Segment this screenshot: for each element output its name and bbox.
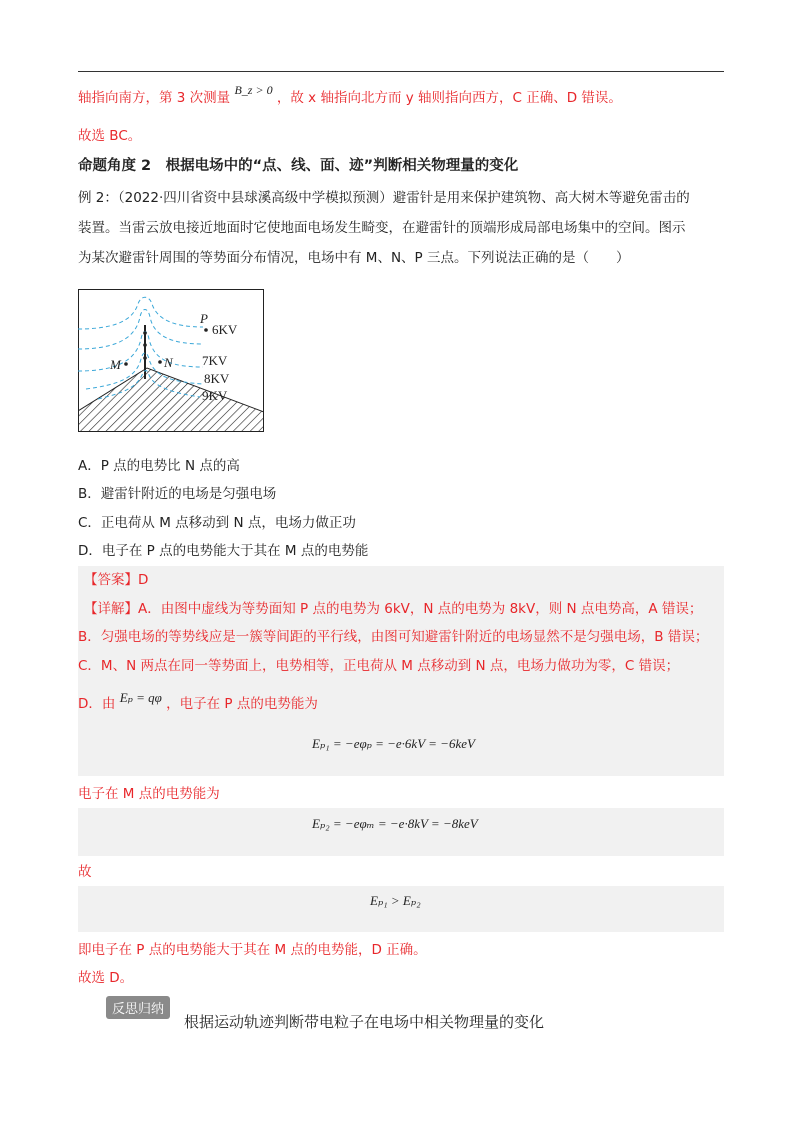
equation-ep2: Eₚ₂ = −eφₘ = −e·8kV = −8keV [312, 816, 478, 831]
text-ep-m: 电子在 M 点的电势能为 [78, 786, 220, 802]
detail-c: C．M、N 两点在同一等势面上，电势相等，正电荷从 M 点移动到 N 点，电场力做功为零，C 错误； [78, 658, 680, 674]
detail-d-pre: D．由 [78, 696, 116, 712]
detail-a: 【详解】A．由图中虚线为等势面知 P 点的电势为 6kV，N 点的电势为 8kV，则 N 点电势高，A 错误； [84, 601, 703, 617]
detail-b: B．匀强电场的等势线应是一簇等间距的平行线，由图可知避雷针附近的电场显然不是匀强电场，B 错误； [78, 629, 709, 645]
detail-d-line [78, 690, 318, 714]
option-d: D．电子在 P 点的电势能大于其在 M 点的电势能 [78, 543, 369, 559]
equation-compare: Eₚ₁ > Eₚ₂ [370, 893, 421, 908]
label-8kv: 8KV [204, 371, 230, 386]
option-b: B．避雷针附近的电场是匀强电场 [78, 486, 277, 502]
label-6kv: 6KV [212, 322, 238, 337]
answer-label: 【答案】D [84, 572, 149, 588]
prev-answer-text-2: ，故 x 轴指向北方而 y 轴则指向西方，C 正确、D 错误。 [276, 90, 622, 106]
reflect-title: 根据运动轨迹判断带电粒子在电场中相关物理量的变化 [184, 1013, 545, 1031]
label-m: M [110, 357, 121, 372]
bz-formula: B_z > 0 [234, 83, 273, 97]
reflect-tag: 反思归纳 [106, 996, 170, 1019]
top-rule [78, 71, 724, 72]
option-c: C．正电荷从 M 点移动到 N 点，电场力做正功 [78, 515, 356, 531]
prev-answer-text: 轴指向南方，第 3 次测量 [78, 90, 231, 106]
equipotential-figure [78, 289, 264, 432]
prev-answer-line [78, 83, 622, 108]
question-line-3: 为某次避雷针周围的等势面分布情况，电场中有 M、N、P 三点。下列说法正确的是（ ） [78, 250, 630, 266]
answer-final: 故选 D。 [78, 970, 134, 986]
section-title: 命题角度 2 根据电场中的“点、线、面、迹”判断相关物理量的变化 [78, 158, 519, 174]
label-n: N [164, 355, 173, 370]
ep-formula: Eₚ = qφ [119, 690, 162, 705]
question-line-1: 例 2：（2022·四川省资中县球溪高级中学模拟预测）避雷针是用来保护建筑物、高大树木等避免雷击的 [78, 190, 690, 206]
prev-conclusion: 故选 BC。 [78, 128, 142, 144]
equation-ep1: Eₚ₁ = −eφₚ = −e·6kV = −6keV [312, 736, 475, 751]
option-a: A．P 点的电势比 N 点的高 [78, 458, 240, 474]
question-line-2: 装置。当雷云放电接近地面时它使地面电场发生畸变，在避雷针的顶端形成局部电场集中的空间。图示 [78, 220, 686, 236]
text-so: 故 [78, 864, 92, 880]
label-7kv: 7KV [202, 353, 228, 368]
detail-d-post: ，电子在 P 点的电势能为 [166, 696, 318, 712]
label-9kv: 9KV [202, 388, 228, 403]
label-p: P [200, 311, 208, 326]
answer-conclusion: 即电子在 P 点的电势能大于其在 M 点的电势能，D 正确。 [78, 942, 427, 958]
